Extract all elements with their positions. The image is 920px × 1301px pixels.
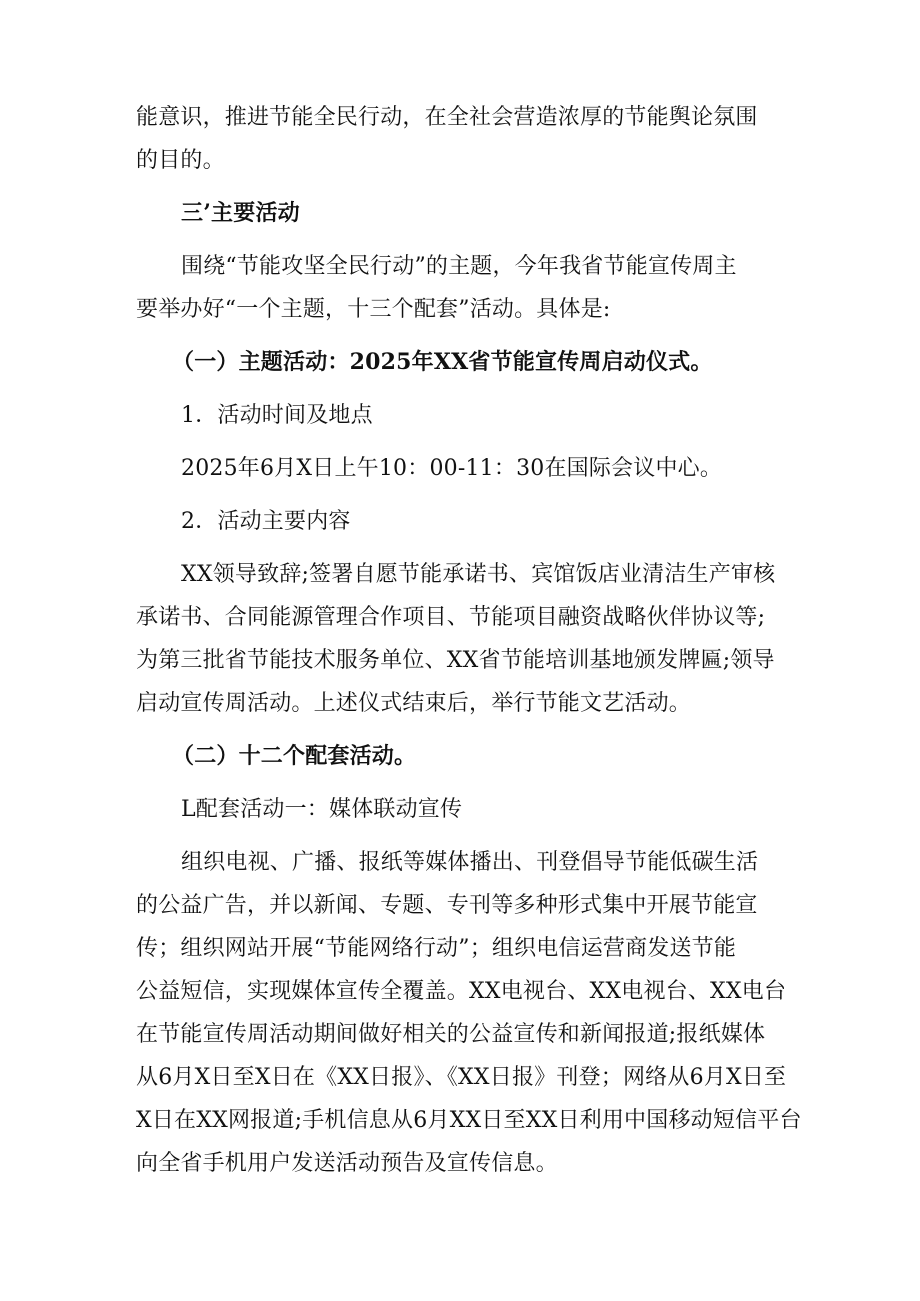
subsection-heading: （一）主题活动：2025年XX省节能宣传周启动仪式。 [172, 349, 713, 375]
spacer [136, 384, 796, 394]
subsection-heading: （二）十二个配套活动。 [172, 743, 417, 769]
spacer [136, 490, 796, 500]
spacer [136, 235, 796, 245]
paragraph-line: 从6月X日至X日在《XX日报》、《XX日报》刊登；网络从6月X日至 [136, 1065, 787, 1090]
list-item-heading: L配套活动一：媒体联动宣传 [181, 797, 463, 822]
paragraph-line: 围绕“节能攻坚全民行动”的主题，今年我省节能宣传周主 [181, 254, 737, 279]
spacer [136, 778, 796, 788]
paragraph-line: 在节能宣传周活动期间做好相关的公益宣传和新闻报道;报纸媒体 [136, 1022, 766, 1047]
paragraph-line: 要举办好“一个主题，十三个配套”活动。具体是: [136, 297, 611, 322]
paragraph-line: XX领导致辞;签署自愿节能承诺书、宾馆饭店业清洁生产审核 [181, 562, 776, 587]
list-item-heading: 2．活动主要内容 [181, 509, 351, 534]
paragraph-line: X日在XX网报道;手机信息从6月XX日至XX日利用中国移动短信平台 [136, 1108, 802, 1133]
spacer [136, 437, 796, 447]
paragraph-line: 承诺书、合同能源管理合作项目、节能项目融资战略伙伴协议等; [136, 605, 766, 630]
spacer [136, 331, 796, 341]
section-heading: 三’主要活动 [181, 200, 300, 226]
document-body [136, 96, 802, 1185]
paragraph-line: 向全省手机用户发送活动预告及宣传信息。 [136, 1151, 558, 1176]
list-item-heading: 1．活动时间及地点 [181, 403, 373, 428]
paragraph-line: 为第三批省节能技术服务单位、XX省节能培训基地颁发牌匾;领导 [136, 648, 775, 673]
paragraph-line: 启动宣传周活动。上述仪式结束后，举行节能文艺活动。 [136, 691, 692, 716]
paragraph-line: 传；组织网站开展“节能网络行动”；组织电信运营商发送节能 [136, 936, 737, 961]
paragraph-line: 能意识，推进节能全民行动，在全社会营造浓厚的节能舆论氛围 [136, 105, 758, 130]
spacer [136, 725, 796, 735]
paragraph-line: 组织电视、广播、报纸等媒体播出、刊登倡导节能低碳生活 [181, 850, 759, 875]
paragraph-line: 2025年6月X日上午10：00-11：30在国际会议中心。 [181, 456, 723, 481]
spacer [136, 543, 796, 553]
spacer [136, 182, 796, 192]
paragraph-line: 的公益广告，并以新闻、专题、专刊等多种形式集中开展节能宣 [136, 893, 758, 918]
spacer [136, 831, 796, 841]
paragraph-line: 公益短信，实现媒体宣传全覆盖。XX电视台、XX电视台、XX电台 [136, 979, 787, 1004]
paragraph-line: 的目的。 [136, 148, 225, 173]
